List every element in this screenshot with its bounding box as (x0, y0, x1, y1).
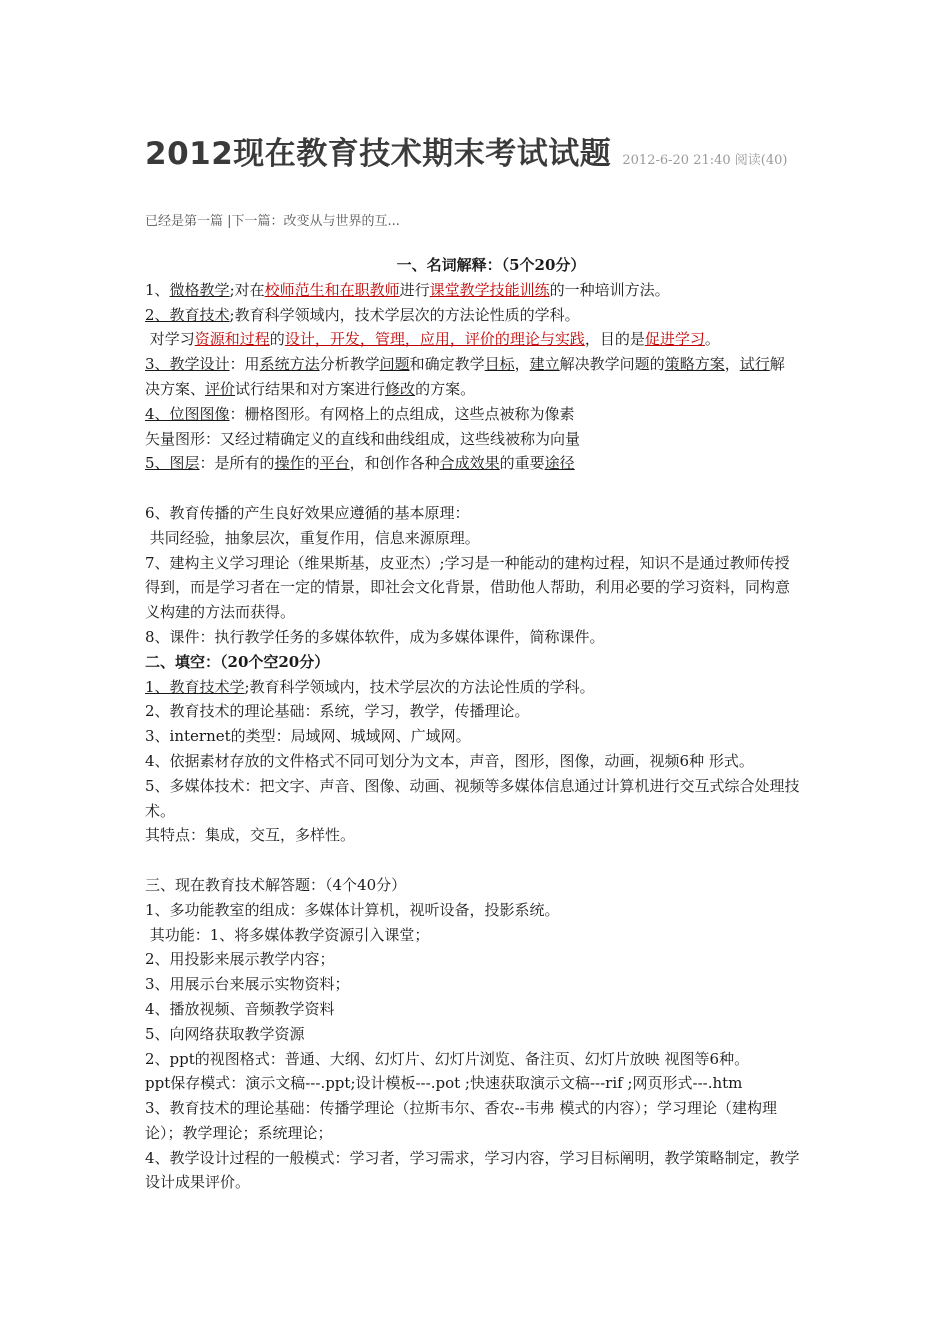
text: 分析教学 (319, 355, 380, 374)
link-term[interactable]: 系统方法 (259, 355, 320, 374)
term-7-line: 7、建构主义学习理论（维果斯基，皮亚杰）;学习是一种能动的建构过程，知识不是通过教师传授 (145, 553, 790, 572)
text: 的重要 (499, 454, 545, 473)
link-term[interactable]: 4、位图图像 (145, 404, 230, 423)
text: 的 (269, 330, 285, 349)
link-term[interactable]: 试行 (739, 355, 770, 374)
answer-1-func: 其功能：1、将多媒体教学资源引入课堂； (145, 925, 430, 944)
link-term[interactable]: 问题 (379, 355, 410, 374)
answer-1-item-4: 4、播放视频、音频教学资料 (145, 999, 335, 1018)
spacer (145, 476, 837, 501)
text: ， (724, 355, 740, 374)
post-navigation (145, 210, 400, 229)
link-term[interactable]: 3、教学设计 (145, 355, 230, 374)
link-term[interactable]: 资源和过程 (194, 330, 270, 349)
term-3-line (145, 352, 837, 377)
link-term[interactable]: 目标 (484, 355, 515, 374)
section-heading-2: 二、填空：（20个空20分） (145, 652, 330, 671)
link-term[interactable]: 评价 (205, 379, 236, 398)
text: 试行结果和对方案进行 (235, 379, 386, 398)
text: 的一种培训方法。 (549, 280, 670, 299)
fill-2-line: 2、教育技术的理论基础：系统，学习，教学，传播理论。 (145, 702, 530, 721)
answer-1-line: 1、多功能教室的组成：多媒体计算机，视听设备，投影系统。 (145, 900, 560, 919)
link-term[interactable]: 5、图层 (145, 454, 200, 473)
link-term[interactable]: 1、教育技术学 (145, 677, 245, 696)
link-term[interactable]: 修改 (385, 379, 416, 398)
text: 解决教学问题的 (559, 355, 665, 374)
text: ;对在 (229, 280, 265, 299)
term-7-cont-1: 得到，而是学习者在一定的情景，即社会文化背景，借助他人帮助，利用必要的学习资料，同构意 (145, 578, 791, 597)
vector-line: 矢量图形：又经过精确定义的直线和曲线组成，这些线被称为向量 (145, 429, 581, 448)
term-1-line (145, 278, 837, 303)
post-meta: 2012-6-20 21:40 阅读(40) (622, 153, 788, 168)
answer-4-line: 4、教学设计过程的一般模式：学习者，学习需求，学习内容，学习目标阐明，教学策略制定，教学 (145, 1148, 800, 1167)
term-7-cont-2: 义构建的方法而获得。 (145, 603, 296, 622)
link-term[interactable]: 课堂教学技能训练 (429, 280, 550, 299)
text: ：用 (229, 355, 260, 374)
term-2-line (145, 303, 837, 328)
answer-2-save: ppt保存模式：演示文稿---.ppt;设计模板---.pot ;快速获取演示文稿---rif ;网页形式---.htm (145, 1074, 743, 1093)
text: 的方案。 (415, 379, 476, 398)
link-term[interactable]: 促进学习 (644, 330, 705, 349)
term-4-line (145, 402, 837, 427)
link-term[interactable]: 操作 (274, 454, 305, 473)
text: ：栅格图形。有网格上的点组成，这些点被称为像素 (229, 404, 575, 423)
fill-3-line: 3、internet的类型：局域网、城域网、广域网。 (145, 727, 471, 746)
text: ;教育科学领域内，技术学层次的方法论性质的学科。 (229, 305, 580, 324)
fill-1-line (145, 675, 837, 700)
page-title: 2012现在教育技术期末考试试题 (145, 136, 612, 172)
nav-separator: | (223, 214, 232, 229)
spacer (145, 848, 837, 873)
answer-4-cont: 设计成果评价。 (145, 1173, 251, 1192)
next-post-link[interactable]: 下一篇：改变从与世界的互... (231, 214, 400, 229)
text: 决方案、 (145, 379, 206, 398)
answer-1-item-2: 2、用投影来展示教学内容； (145, 950, 335, 969)
link-term[interactable]: 设计，开发，管理，应用，评价的理论与实践 (284, 330, 585, 349)
text: 进行 (399, 280, 430, 299)
text: 。 (704, 330, 720, 349)
fill-5-features: 其特点：集成，交互，多样性。 (145, 826, 356, 845)
fill-5-line: 5、多媒体技术：把文字、声音、图像、动画、视频等多媒体信息通过计算机进行交互式综合处理技 (145, 776, 800, 795)
term-5-line (145, 451, 837, 476)
link-term[interactable]: 建立 (529, 355, 560, 374)
term-8-line: 8、课件：执行教学任务的多媒体软件，成为多媒体课件，简称课件。 (145, 627, 605, 646)
fill-5-cont: 术。 (145, 801, 176, 820)
link-term[interactable]: 2、教育技术 (145, 305, 230, 324)
link-term[interactable]: 途径 (544, 454, 575, 473)
answer-1-item-5: 5、向网络获取教学资源 (145, 1024, 305, 1043)
term-2-detail-line (145, 327, 837, 352)
text: 解 (769, 355, 785, 374)
link-term[interactable]: 校师范生和在职教师 (264, 280, 400, 299)
text: 对学习 (145, 330, 195, 349)
term-6-detail: 共同经验，抽象层次，重复作用，信息来源原理。 (145, 528, 480, 547)
title-row (145, 128, 787, 173)
term-6-line: 6、教育传播的产生良好效果应遵循的基本原理： (145, 503, 470, 522)
link-term[interactable]: 微格教学 (169, 280, 230, 299)
section-heading-3: 三、现在教育技术解答题：（4个40分） (145, 875, 407, 894)
answer-1-item-3: 3、用展示台来展示实物资料； (145, 975, 350, 994)
term-3-cont-line (145, 377, 837, 402)
text: ， (514, 355, 530, 374)
answer-3-cont: 论）；教学理论；系统理论； (145, 1123, 333, 1142)
link-term[interactable]: 平台 (319, 454, 350, 473)
text: 和确定教学 (409, 355, 485, 374)
text: ，目的是 (584, 330, 645, 349)
text: ;教育科学领域内，技术学层次的方法论性质的学科。 (244, 677, 595, 696)
prev-post-label: 已经是第一篇 (145, 214, 224, 229)
answer-3-line: 3、教育技术的理论基础：传播学理论（拉斯韦尔、香农--韦弗 模式的内容）；学习理论（建构理 (145, 1099, 777, 1118)
answer-2-line: 2、ppt的视图格式：普通、大纲、幻灯片、幻灯片浏览、备注页、幻灯片放映 视图等6种。 (145, 1049, 750, 1068)
text: ，和创作各种 (349, 454, 440, 473)
fill-4-line: 4、依据素材存放的文件格式不同可划分为文本，声音，图形，图像，动画，视频6种 形式。 (145, 751, 754, 770)
section-heading-1: 一、名词解释：（5个20分） (396, 256, 586, 274)
text: 的 (304, 454, 320, 473)
article-body (145, 253, 837, 1195)
link-term[interactable]: 策略方案 (664, 355, 725, 374)
text: ：是所有的 (199, 454, 275, 473)
text: 1、 (145, 280, 170, 299)
link-term[interactable]: 合成效果 (439, 454, 500, 473)
